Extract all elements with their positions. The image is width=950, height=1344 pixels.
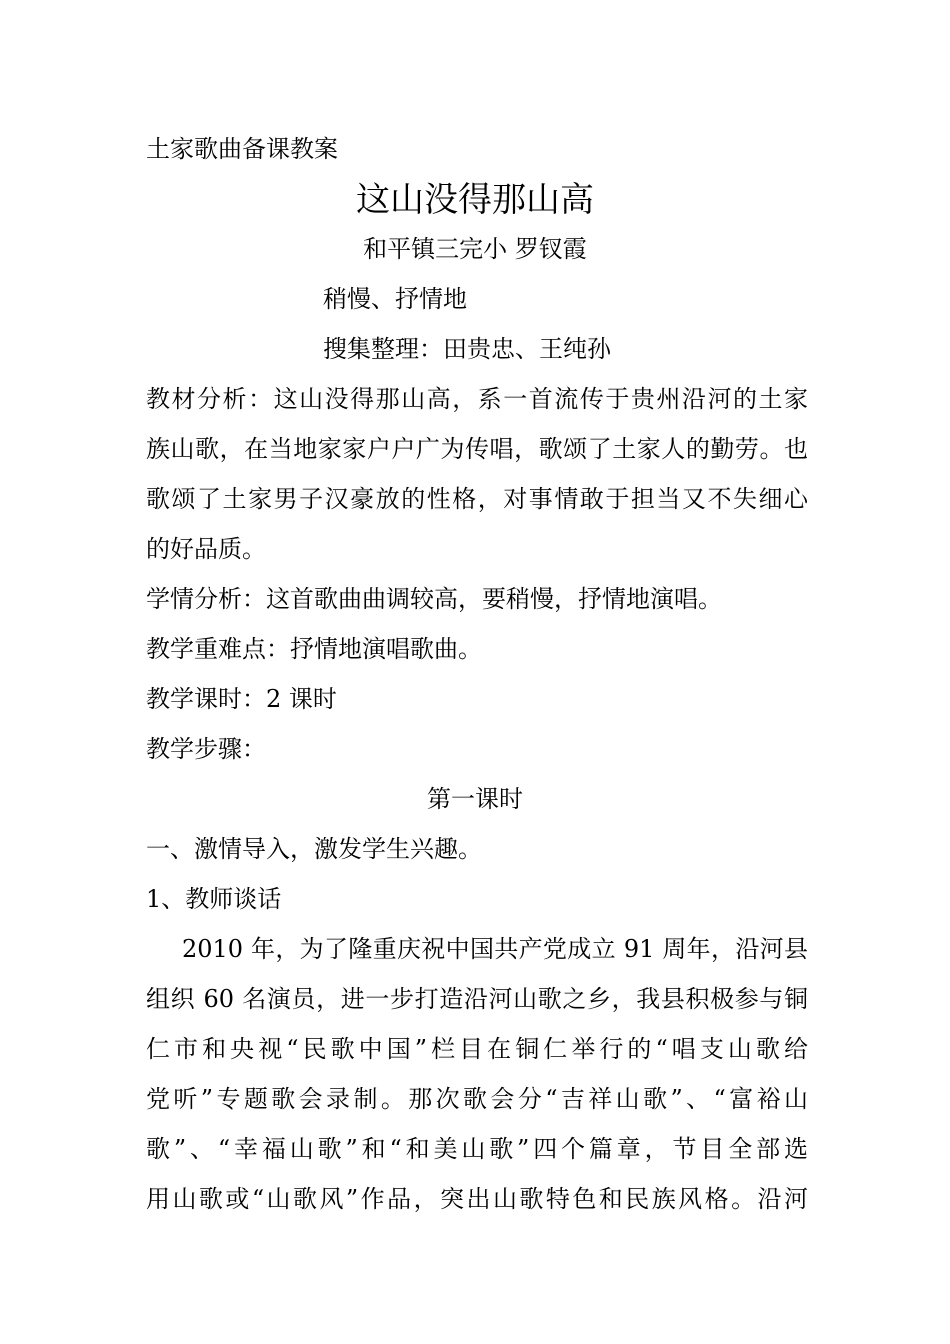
body-line: 用山歌或“山歌风”作品，突出山歌特色和民族风格。沿河 xyxy=(146,1185,808,1213)
learning-analysis: 学情分析：这首歌曲曲调较高，要稍慢，抒情地演唱。 xyxy=(146,585,722,613)
teaching-hours: 教学课时：2 课时 xyxy=(146,685,337,713)
song-title: 这山没得那山高 xyxy=(356,180,594,220)
subsection-heading: 1、教师谈话 xyxy=(146,885,282,913)
paragraph-line: 族山歌，在当地家家户户广为传唱，歌颂了土家人的勤劳。也 xyxy=(146,435,808,463)
body-line: 歌”、“幸福山歌”和“和美山歌”四个篇章，节目全部选 xyxy=(146,1135,808,1163)
paragraph-line: 歌颂了土家男子汉豪放的性格，对事情敢于担当又不失细心 xyxy=(146,485,808,513)
document-header: 土家歌曲备课教案 xyxy=(146,135,338,163)
tempo-marking: 稍慢、抒情地 xyxy=(323,285,467,313)
author-line: 和平镇三完小 罗钗霞 xyxy=(363,235,587,263)
body-line: 仁市和央视“民歌中国”栏目在铜仁举行的“唱支山歌给 xyxy=(146,1035,808,1063)
body-line: 组织 60 名演员，进一步打造沿河山歌之乡，我县积极参与铜 xyxy=(146,985,808,1013)
key-points: 教学重难点：抒情地演唱歌曲。 xyxy=(146,635,482,663)
lesson-heading: 第一课时 xyxy=(427,785,523,813)
teaching-steps: 教学步骤： xyxy=(146,735,266,763)
section-heading: 一、激情导入，激发学生兴趣。 xyxy=(146,835,482,863)
body-line: 党听”专题歌会录制。那次歌会分“吉祥山歌”、“富裕山 xyxy=(146,1085,808,1113)
body-line: 2010 年，为了隆重庆祝中国共产党成立 91 周年，沿河县 xyxy=(182,935,808,963)
collector-line: 搜集整理：田贵忠、王纯孙 xyxy=(323,335,611,363)
paragraph-line: 教材分析：这山没得那山高，系一首流传于贵州沿河的土家 xyxy=(146,385,808,413)
paragraph-line: 的好品质。 xyxy=(146,535,266,563)
